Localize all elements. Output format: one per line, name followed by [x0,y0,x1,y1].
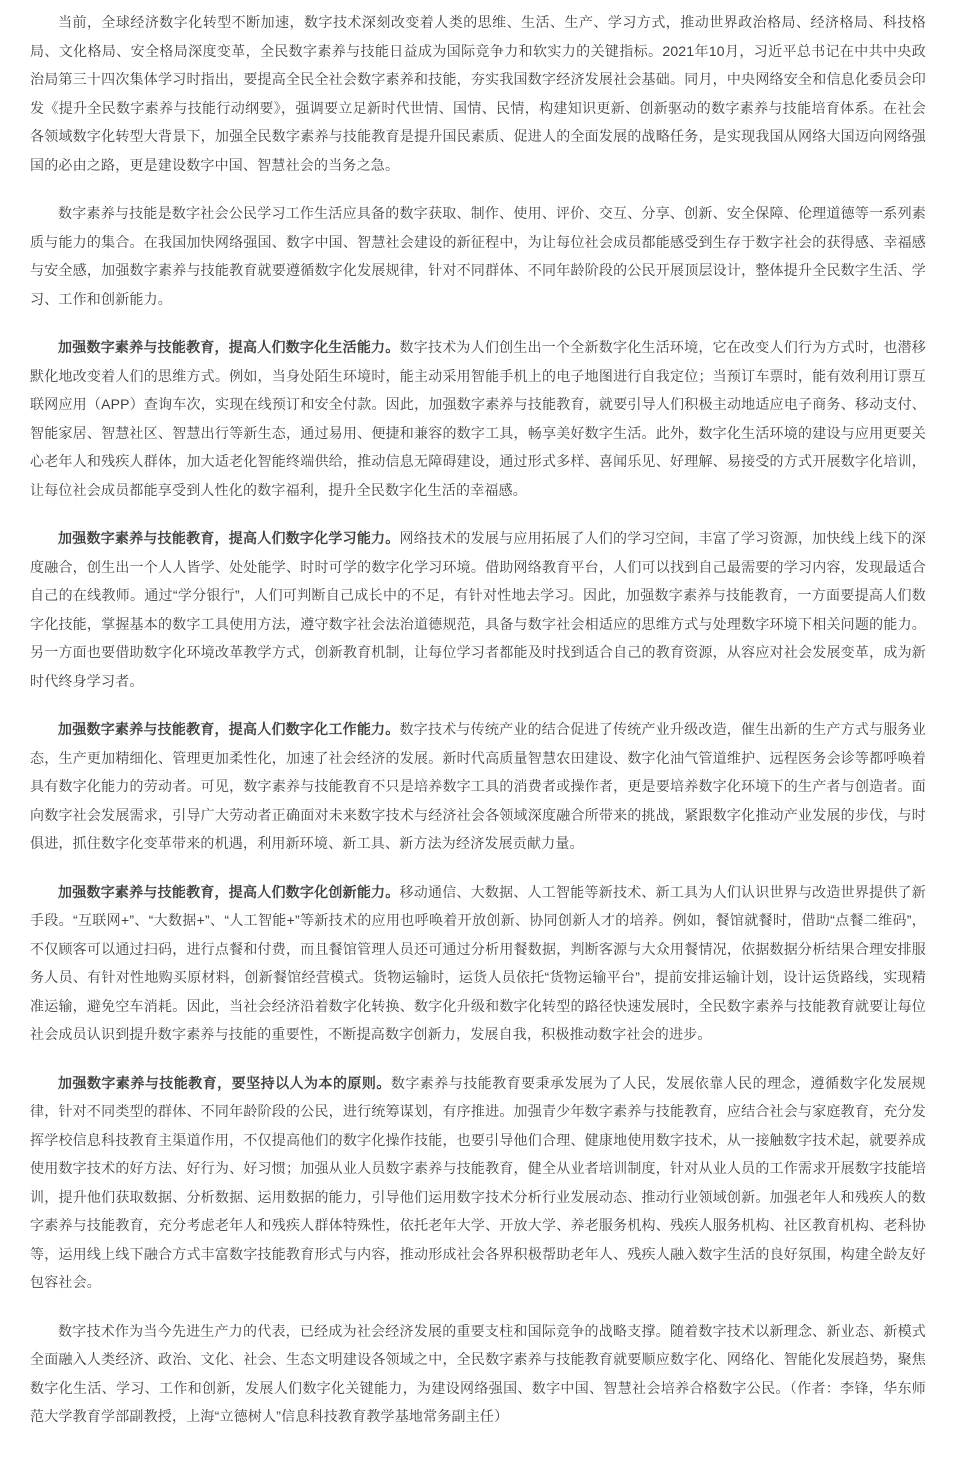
paragraph-lead: 加强数字素养与技能教育，提高人们数字化学习能力。 [58,530,400,546]
paragraph-conclusion [30,1317,926,1431]
paragraph-digital-life [30,333,926,504]
paragraph-definition [30,199,926,313]
paragraph-text: 当前，全球经济数字化转型不断加速，数字技术深刻改变着人类的思维、生活、生产、学习方式，推动世界政治格局、经济格局、科技格局、文化格局、安全格局深度变革，全民数字素养与技能日益成为国际竞争力和软实力的关键指标。2021年10月，习近平总书记在中共中央政治局第三十四次集体学习时指出，要提高全民全社会数字素养和技能，夯实我国数字经济发展社会基础。同月，中央网络安全和信息化委员会印发《提升全民数字素养与技能行动纲要》，强调要立足新时代世情、国情、民情，构建知识更新、创新驱动的数字素养与技能培育体系。在社会各领域数字化转型大背景下，加强全民数字素养与技能教育是提升国民素质、促进人的全面发展的战略任务，是实现我国从网络大国迈向网络强国的必由之路，更是建设数字中国、智慧社会的当务之急。 [30,14,926,173]
paragraph-lead: 加强数字素养与技能教育，提高人们数字化生活能力。 [58,339,400,355]
paragraph-lead: 加强数字素养与技能教育，提高人们数字化创新能力。 [58,883,400,900]
paragraph-text: 数字技术为人们创生出一个全新数字化生活环境，它在改变人们行为方式时，也潜移默化地改变着人们的思维方式。例如，当身处陌生环境时，能主动采用智能手机上的电子地图进行自我定位；当预订车票时，能有效利用订票互联网应用（APP）查询车次，实现在线预订和安全付款。因此，加强数字素养与技能教育，就要引导人们积极主动地适应电子商务、移动支付、智能家居、智慧社区、智慧出行等新生态，通过易用、便捷和兼容的数字工具，畅享美好数字生活。此外，数字化生活环境的建设与应用更要关心老年人和残疾人群体，加大适老化智能终端供给，推动信息无障碍建设，通过形式多样、喜闻乐见、好理解、易接受的方式开展数字化培训，让每位社会成员都能享受到人性化的数字福利，提升全民数字化生活的幸福感。 [30,339,926,498]
paragraph-lead: 加强数字素养与技能教育，提高人们数字化工作能力。 [58,721,400,737]
paragraph-lead: 加强数字素养与技能教育，要坚持以人为本的原则。 [58,1074,391,1091]
paragraph-text: 移动通信、大数据、人工智能等新技术、新工具为人们认识世界与改造世界提供了新手段。“互联网+”、“大数据+”、“人工智能+”等新技术的应用也呼唤着开放创新、协同创新人才的培养。例如，餐馆就餐时，借助“点餐二维码”，不仅顾客可以通过扫码，进行点餐和付费，而且餐馆管理人员还可通过分析用餐数据，判断客源与大众用餐情况，依据数据分析结果合理安排服务人员、有针对性地购买原材料，创新餐馆经营模式。货物运输时，运货人员依托“货物运输平台”，提前安排运输计划，设计运货路线，实现精准运输，避免空车消耗。因此，当社会经济沿着数字化转换、数字化升级和数字化转型的路径快速发展时，全民数字素养与技能教育就要让每位社会成员认识到提升数字素养与技能的重要性，不断提高数字创新力，发展自我，积极推动数字社会的进步。 [30,883,926,1042]
paragraph-digital-innovation [30,878,926,1049]
paragraph-people-oriented [30,1069,926,1297]
paragraph-text: 数字技术与传统产业的结合促进了传统产业升级改造，催生出新的生产方式与服务业态，生产更加精细化、管理更加柔性化，加速了社会经济的发展。新时代高质量智慧农田建设、数字化油气管道维护、远程医务会诊等都呼唤着具有数字化能力的劳动者。可见，数字素养与技能教育不只是培养数字工具的消费者或操作者，更是要培养数字化环境下的生产者与创造者。面向数字社会发展需求，引导广大劳动者正确面对未来数字技术与经济社会各领域深度融合所带来的挑战，紧跟数字化推动产业发展的步伐，与时俱进，抓住数字化变革带来的机遇，利用新环境、新工具、新方法为经济发展贡献力量。 [30,721,926,851]
paragraph-intro [30,8,926,179]
paragraph-digital-work [30,715,926,858]
paragraph-text: 网络技术的发展与应用拓展了人们的学习空间，丰富了学习资源，加快线上线下的深度融合，创生出一个人人皆学、处处能学、时时可学的数字化学习环境。借助网络教育平台，人们可以找到自己最需要的学习内容，发现最适合自己的在线教师。通过“学分银行”，人们可判断自己成长中的不足，有针对性地去学习。因此，加强数字素养与技能教育，一方面要提高人们数字化技能，掌握基本的数字工具使用方法，遵守数字社会法治道德规范，具备与数字社会相适应的思维方式与处理数字环境下相关问题的能力。另一方面也要借助数字化环境改革教学方式，创新教育机制，让每位学习者都能及时找到适合自己的教育资源，从容应对社会发展变革，成为新时代终身学习者。 [30,530,926,689]
paragraph-digital-learning [30,524,926,695]
paragraph-text: 数字素养与技能是数字社会公民学习工作生活应具备的数字获取、制作、使用、评价、交互、分享、创新、安全保障、伦理道德等一系列素质与能力的集合。在我国加快网络强国、数字中国、智慧社会建设的新征程中，为让每位社会成员都能感受到生存于数字社会的获得感、幸福感与安全感，加强数字素养与技能教育就要遵循数字化发展规律，针对不同群体、不同年龄阶段的公民开展顶层设计，整体提升全民数字生活、学习、工作和创新能力。 [30,205,926,307]
paragraph-text: 数字技术作为当今先进生产力的代表，已经成为社会经济发展的重要支柱和国际竞争的战略支撑。随着数字技术以新理念、新业态、新模式全面融入人类经济、政治、文化、社会、生态文明建设各领域之中，全民数字素养与技能教育就要顺应数字化、网络化、智能化发展趋势，聚焦数字化生活、学习、工作和创新，发展人们数字化关键能力，为建设网络强国、数字中国、智慧社会培养合格数字公民。（作者：李锋，华东师范大学教育学部副教授，上海“立德树人”信息科技教育教学基地常务副主任） [30,1322,926,1424]
article-body [30,8,926,1431]
paragraph-text: 数字素养与技能教育要秉承发展为了人民，发展依靠人民的理念，遵循数字化发展规律，针对不同类型的群体、不同年龄阶段的公民，进行统筹谋划，有序推进。加强青少年数字素养与技能教育，应结合社会与家庭教育，充分发挥学校信息科技教育主渠道作用，不仅提高他们的数字化操作技能，也要引导他们合理、健康地使用数字技术，从一接触数字技术起，就要养成使用数字技术的好方法、好行为、好习惯；加强从业人员数字素养与技能教育，健全从业者培训制度，针对从业人员的工作需求开展数字技能培训，提升他们获取数据、分析数据、运用数据的能力，引导他们运用数字技术分析行业发展动态、推动行业领域创新。加强老年人和残疾人的数字素养与技能教育，充分考虑老年人和残疾人群体特殊性，依托老年大学、开放大学、养老服务机构、残疾人服务机构、社区教育机构、老科协等，运用线上线下融合方式丰富数字技能教育形式与内容，推动形成社会各界积极帮助老年人、残疾人融入数字生活的良好氛围，构建全龄友好包容社会。 [30,1074,926,1290]
